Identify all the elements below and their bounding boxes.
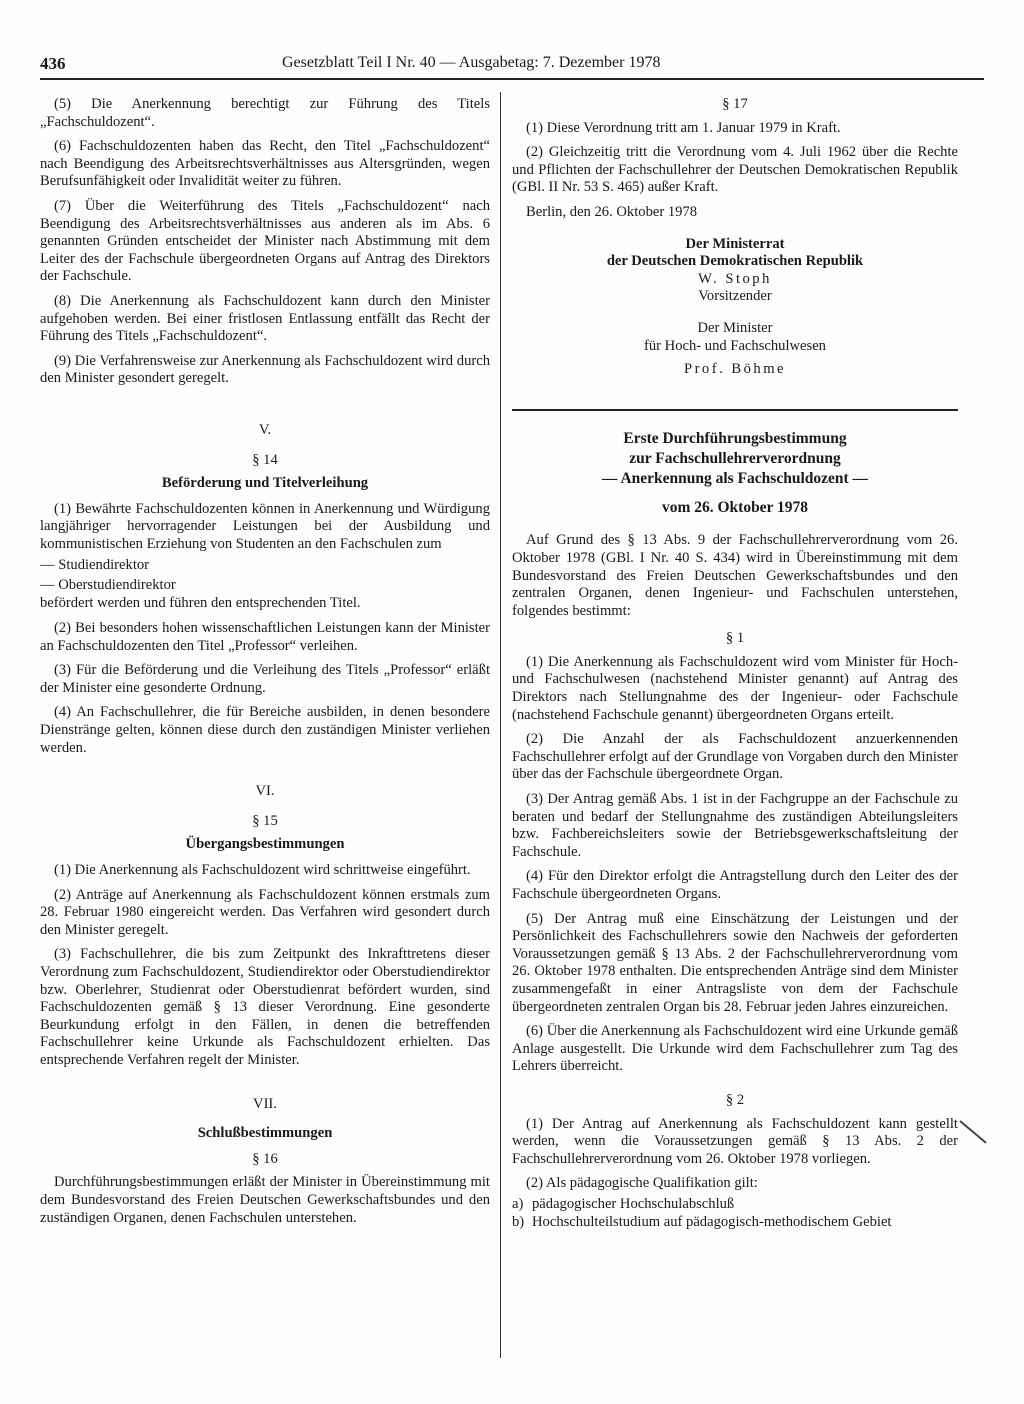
left-column xyxy=(40,96,490,1234)
paragraph: (2) Gleichzeitig tritt die Verordnung vom 4. Juli 1962 über die Rechte und Pflichten der Fachschullehrer der Deutschen Demokratischen Republik (GBl. II Nr. 53 S. 465) außer Kraft. xyxy=(512,144,958,196)
margin-mark xyxy=(959,1120,986,1143)
signer-name: W. Stoph xyxy=(698,270,772,287)
section-separator xyxy=(512,409,958,411)
section-heading: Schlußbestimmungen xyxy=(197,1125,333,1142)
list-item xyxy=(512,1213,958,1231)
section-mark: § 1 xyxy=(725,630,745,647)
paragraph: (5) Der Antrag muß eine Einschätzung der Leistungen und der Persönlichkeit des Fachschullehrers sowie den Nachweis der geforderten Voraussetzungen gemäß § 13 Abs. 2 der Fachschullehrerverordnung vom 26. Oktober 1978 enthalten. Die entsprechenden Anträge sind dem Minister zusammengefaßt in einer Antragsliste von dem der Fachschule übergeordneten zentralen Organ bis 28. Februar jeden Jahres einzureichen. xyxy=(512,910,958,1015)
list-text: pädagogischer Hochschulabschluß xyxy=(532,1195,735,1212)
list-item: — Oberstudiendirektor xyxy=(40,577,176,594)
paragraph: Auf Grund des § 13 Abs. 9 der Fachschullehrerverordnung vom 26. Oktober 1978 (GBl. I Nr. 40 S. 434) wird in Übereinstimmung mit dem Bundesvorstand des Freien Deutschen Gewerkschaftsbundes und den zentralen Organen, denen Ingenieur- und Fachschulen unterstehen, folgendes bestimmt: xyxy=(512,532,958,619)
list-text: Hochschulteilstudium auf pädagogisch-methodischem Gebiet xyxy=(532,1213,892,1230)
place-date: Berlin, den 26. Oktober 1978 xyxy=(526,203,698,220)
list-item: — Studiendirektor xyxy=(40,557,150,574)
section-mark: § 17 xyxy=(722,96,748,112)
section-mark: § 15 xyxy=(252,812,278,829)
page-header-title: Gesetzblatt Teil I Nr. 40 — Ausgabetag: 7. Dezember 1978 xyxy=(282,54,661,71)
document-date: vom 26. Oktober 1978 xyxy=(661,498,809,516)
signing-body: der Deutschen Demokratischen Republik xyxy=(606,253,864,270)
paragraph: (2) Als pädagogische Qualifikation gilt: xyxy=(526,1175,758,1192)
paragraph: (4) An Fachschullehrer, die für Bereiche ausbilden, in denen besondere Dienstränge gelten, können diese durch den zuständigen Minister verliehen werden. xyxy=(40,704,490,756)
page-number: 436 xyxy=(40,54,66,73)
section-heading: Beförderung und Titelverleihung xyxy=(161,475,369,492)
list-label: b) xyxy=(512,1213,525,1230)
section-number: VII. xyxy=(253,1095,277,1112)
paragraph: (3) Der Antrag gemäß Abs. 1 ist in der Fachgruppe an der Fachschule zu beraten und bedarf der Stellungnahme des zuständigen Abteilungsleiters bzw. Fachbereichsleiters sowie der Betriebsgewerkschaftsleitung der Fachschule. xyxy=(512,791,958,860)
signer-role: Der Minister xyxy=(697,319,773,336)
column-divider xyxy=(500,92,501,1358)
paragraph: (7) Über die Weiterführung des Titels „Fachschuldozent“ nach Beendigung des Arbeitsrechtsverhältnisses aus anderen als im Abs. 6 genannten Gründen entscheidet der Minister nach Abstimmung mit dem Leiter des der Fachschule übergeordneten Organs auf Antrag des Direktors der Fachschule. xyxy=(40,197,490,285)
paragraph: (6) Über die Anerkennung als Fachschuldozent wird eine Urkunde gemäß Anlage ausgestellt. Die Urkunde wird dem Fachschullehrer zum Tag des Lehrers überreicht. xyxy=(512,1023,958,1075)
paragraph: (2) Bei besonders hohen wissenschaftlichen Leistungen kann der Minister an Fachschuldozenten den Titel „Professor“ verleihen. xyxy=(40,620,490,654)
document-subtitle: — Anerkennung als Fachschuldozent — xyxy=(601,469,869,487)
paragraph: (8) Die Anerkennung als Fachschuldozent kann durch den Minister aufgehoben werden. Bei einer fristlosen Entlassung entfällt das Recht der Führung des Titels „Fachschuldozent“. xyxy=(40,292,490,345)
paragraph: Durchführungsbestimmungen erläßt der Minister in Übereinstimmung mit dem Bundesvorstand des Freien Deutschen Gewerkschaftsbundes und den zuständigen Organen, denen Fachschulen unterstehen. xyxy=(40,1174,490,1226)
paragraph: (2) Anträge auf Anerkennung als Fachschuldozent können erstmals zum 28. Februar 1980 eingereicht werden. Das Verfahren wird gesondert durch den Minister geregelt. xyxy=(40,886,490,938)
section-mark: § 14 xyxy=(252,451,278,468)
document-title: Erste Durchführungsbestimmung xyxy=(623,429,847,447)
paragraph: (1) Der Antrag auf Anerkennung als Fachschuldozent kann gestellt werden, wenn die Voraussetzungen gemäß § 13 Abs. 2 der Fachschullehrerverordnung vom 26. Oktober 1978 vorliegen. xyxy=(512,1115,958,1167)
signer-name: Prof. Böhme xyxy=(683,361,787,378)
section-number: V. xyxy=(258,421,272,438)
paragraph: (1) Bewährte Fachschuldozenten können in Anerkennung und Würdigung langjähriger hervorragender Leistungen bei der Ausbildung und kommunistischen Erziehung von Studenten an den Fachschulen zum xyxy=(40,500,490,552)
paragraph: (1) Die Anerkennung als Fachschuldozent wird vom Minister für Hoch- und Fachschulwesen (nachstehend Minister genannt) auf Antrag des Direktors nach Stellungnahme des der Ingenieur- oder Fachschule (nachstehend Fachschule genannt) übergeordneten Organs erteilt. xyxy=(512,653,958,723)
signer-role: für Hoch- und Fachschulwesen xyxy=(644,337,826,354)
paragraph: (3) Für die Beförderung und die Verleihung des Titels „Professor“ erläßt der Minister eine gesonderte Ordnung. xyxy=(40,662,490,696)
signing-body: Der Ministerrat xyxy=(685,235,785,252)
paragraph: (9) Die Verfahrensweise zur Anerkennung als Fachschuldozent wird durch den Minister gesondert geregelt. xyxy=(40,352,490,387)
header-rule xyxy=(40,78,984,80)
paragraph: (4) Für den Direktor erfolgt die Antragstellung durch den Leiter des der Fachschule übergeordneten Organs. xyxy=(512,868,958,902)
paragraph: befördert werden und führen den entsprechenden Titel. xyxy=(40,595,361,612)
paragraph: (2) Die Anzahl der als Fachschuldozent anzuerkennenden Fachschullehrer erfolgt auf der Grundlage von Vorgaben durch den Minister über das der Fachschule übergeordnete Organ. xyxy=(512,731,958,783)
section-heading: Übergangsbestimmungen xyxy=(185,836,345,853)
paragraph: (1) Diese Verordnung tritt am 1. Januar 1979 in Kraft. xyxy=(526,119,841,136)
document-title: zur Fachschullehrerverordnung xyxy=(629,449,841,467)
paragraph: (1) Die Anerkennung als Fachschuldozent wird schrittweise eingeführt. xyxy=(54,862,471,878)
paragraph: (5) Die Anerkennung berechtigt zur Führung des Titels „Fachschuldozent“. xyxy=(40,96,490,130)
section-mark: § 16 xyxy=(252,1150,278,1167)
section-number: VI. xyxy=(255,783,275,800)
right-column xyxy=(512,96,958,1231)
list-label: a) xyxy=(512,1195,524,1212)
list-item xyxy=(512,1195,958,1213)
signer-role: Vorsitzender xyxy=(698,288,772,305)
paragraph: (3) Fachschullehrer, die bis zum Zeitpunkt des Inkrafttretens dieser Verordnung zum Fachschuldozent, Studiendirektor oder Oberstudiendirektor bzw. Oberlehrer, Studienrat oder Oberstudienrat befördert wurden, sind Fachschuldozenten gemäß § 13 dieser Verordnung. Eine gesonderte Beurkundung erfolgt in den Fällen, in denen die betreffenden Fachschullehrer keine Urkunde als Fachschuldozent erhielten. Das entsprechende Verfahren regelt der Minister. xyxy=(40,946,490,1068)
section-mark: § 2 xyxy=(725,1091,745,1108)
paragraph: (6) Fachschuldozenten haben das Recht, den Titel „Fachschuldozent“ nach Beendigung des Arbeitsrechtsverhältnisses aus Altersgründen, wegen Berufsunfähigkeit oder Invalidität weiter zu führen. xyxy=(40,138,490,190)
